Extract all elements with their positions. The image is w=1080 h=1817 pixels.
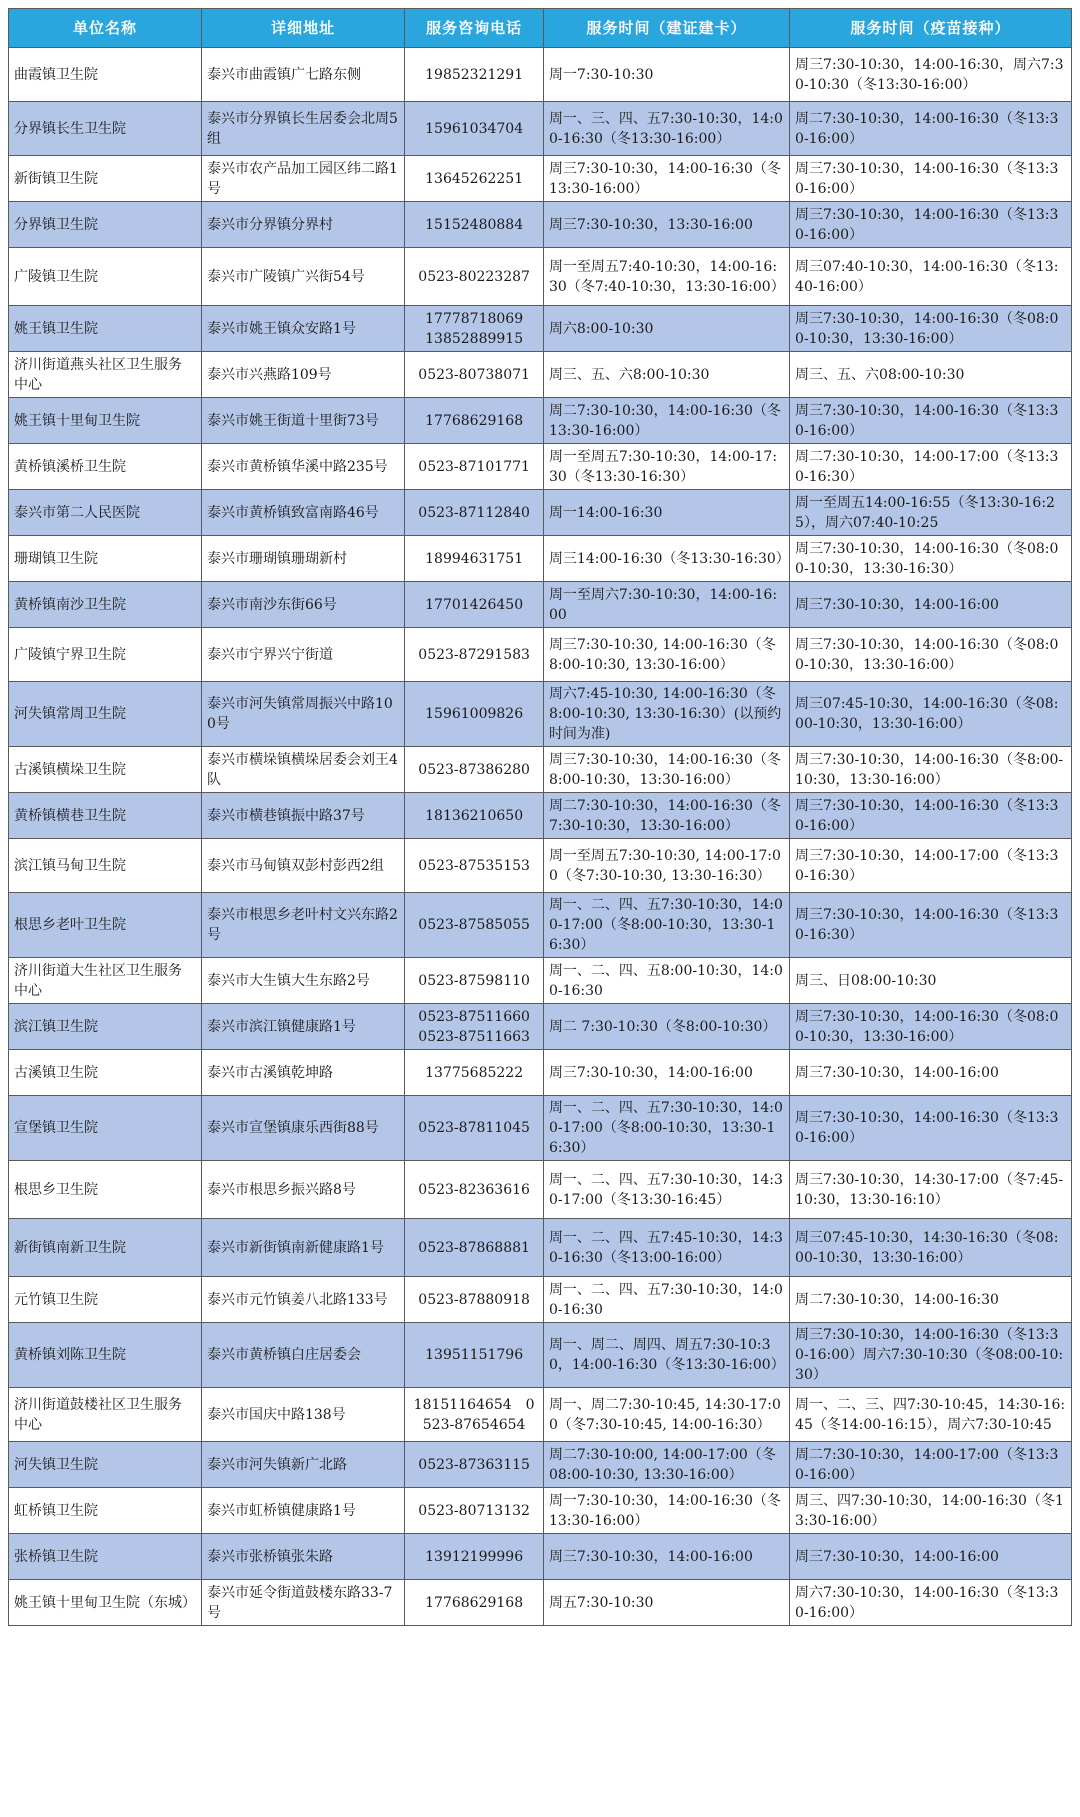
cell-card-time: 周一至周五7:40-10:30，14:00-16:30（冬7:40-10:30，13:30-16:00） [543, 248, 789, 306]
cell-card-time: 周三7:30-10:30，14:00-16:00 [543, 1050, 789, 1096]
cell-unit-name: 根思乡卫生院 [9, 1161, 202, 1219]
table-row [9, 839, 1072, 893]
cell-address: 泰兴市河失镇新广北路 [201, 1442, 404, 1488]
cell-card-time: 周一7:30-10:30 [543, 48, 789, 102]
cell-card-time: 周一、三、四、五7:30-10:30，14:00-16:30（冬13:30-16:00） [543, 102, 789, 156]
cell-vaccine-time: 周三7:30-10:30，14:00-16:30（冬08:00-10:30，13:30-16:00） [790, 1004, 1072, 1050]
cell-vaccine-time: 周三、四7:30-10:30，14:00-16:30（冬13:30-16:00） [790, 1488, 1072, 1534]
phone-number: 15961009826 [425, 706, 524, 722]
cell-card-time: 周一至周五7:30-10:30, 14:00-17:00（冬7:30-10:30, 13:30-16:30） [543, 839, 789, 893]
cell-address: 泰兴市横垛镇横垛居委会刘王4队 [201, 747, 404, 793]
phone-number: 17768629168 [425, 1594, 524, 1611]
cell-unit-name: 滨江镇马甸卫生院 [9, 839, 202, 893]
table-row [9, 398, 1072, 444]
cell-card-time: 周三7:30-10:30，14:00-16:00 [543, 1534, 789, 1580]
header-unit-name: 单位名称 [9, 9, 202, 48]
phone-number: 0523-87291583 [418, 646, 530, 663]
table-row [9, 1277, 1072, 1323]
cell-card-time: 周一至周六7:30-10:30，14:00-16:00 [543, 582, 789, 628]
phone-number: 0523-87386280 [418, 761, 530, 778]
cell-unit-name: 分界镇卫生院 [9, 202, 202, 248]
table-row [9, 1488, 1072, 1534]
phone-number: 0523-87811045 [418, 1120, 530, 1136]
table-row [9, 1219, 1072, 1277]
cell-unit-name: 根思乡老叶卫生院 [9, 893, 202, 958]
cell-vaccine-time: 周三7:30-10:30，14:00-16:30，周六7:30-10:30（冬13:30-16:00） [790, 48, 1072, 102]
cell-address: 泰兴市延令街道鼓楼东路33-7号 [201, 1580, 404, 1626]
cell-phone [405, 1161, 544, 1219]
table-row [9, 628, 1072, 682]
cell-vaccine-time: 周三7:30-10:30，14:00-16:30（冬13:30-16:00） [790, 156, 1072, 202]
cell-vaccine-time: 周三07:45-10:30，14:30-16:30（冬08:00-10:30，13:30-16:00） [790, 1219, 1072, 1277]
cell-unit-name: 张桥镇卫生院 [9, 1534, 202, 1580]
cell-vaccine-time: 周三7:30-10:30，14:00-16:30（冬13:30-16:00） [790, 793, 1072, 839]
cell-unit-name: 姚王镇十里甸卫生院 [9, 398, 202, 444]
cell-unit-name: 河失镇卫生院 [9, 1442, 202, 1488]
phone-number: 15152480884 [425, 216, 524, 233]
cell-phone [405, 893, 544, 958]
phone-number: 0523-87880918 [418, 1291, 530, 1308]
cell-phone [405, 1277, 544, 1323]
cell-address: 泰兴市分界镇分界村 [201, 202, 404, 248]
table-row [9, 793, 1072, 839]
cell-address: 泰兴市根思乡振兴路8号 [201, 1161, 404, 1219]
cell-vaccine-time: 周一、二、三、四7:30-10:45，14:30-16:45（冬14:00-16:15），周六7:30-10:45 [790, 1388, 1072, 1442]
cell-phone [405, 1488, 544, 1534]
table-row [9, 1442, 1072, 1488]
cell-unit-name: 古溪镇横垛卫生院 [9, 747, 202, 793]
cell-vaccine-time: 周三7:30-10:30，14:00-16:30（冬13:30-16:30） [790, 893, 1072, 958]
table-row [9, 352, 1072, 398]
cell-address: 泰兴市张桥镇张朱路 [201, 1534, 404, 1580]
table-row [9, 582, 1072, 628]
table-row [9, 48, 1072, 102]
cell-card-time: 周一、二、四、五7:30-10:30，14:30-17:00（冬13:30-16:45） [543, 1161, 789, 1219]
cell-address: 泰兴市横巷镇振中路37号 [201, 793, 404, 839]
cell-card-time: 周二 7:30-10:30（冬8:00-10:30） [543, 1004, 789, 1050]
cell-vaccine-time: 周二7:30-10:30，14:00-17:00（冬13:30-16:00） [790, 1442, 1072, 1488]
cell-address: 泰兴市兴燕路109号 [201, 352, 404, 398]
cell-card-time: 周三7:30-10:30，13:30-16:00 [543, 202, 789, 248]
cell-card-time: 周三14:00-16:30（冬13:30-16:30） [543, 536, 789, 582]
cell-card-time: 周一、二、四、五7:45-10:30，14:30-16:30（冬13:00-16:00） [543, 1219, 789, 1277]
cell-phone [405, 48, 544, 102]
cell-phone [405, 306, 544, 352]
cell-phone [405, 1050, 544, 1096]
phone-number: 0523-82363616 [418, 1181, 530, 1198]
phone-number: 19852321291 [425, 66, 524, 83]
cell-phone [405, 1096, 544, 1161]
phone-number: 13775685222 [425, 1064, 524, 1081]
cell-phone [405, 1580, 544, 1626]
cell-phone [405, 1004, 544, 1050]
table-row [9, 1534, 1072, 1580]
cell-address: 泰兴市姚王镇众安路1号 [201, 306, 404, 352]
table-row [9, 536, 1072, 582]
cell-unit-name: 曲霞镇卫生院 [9, 48, 202, 102]
cell-unit-name: 新街镇南新卫生院 [9, 1219, 202, 1277]
table-row [9, 1323, 1072, 1388]
cell-unit-name: 古溪镇卫生院 [9, 1050, 202, 1096]
cell-phone [405, 444, 544, 490]
header-phone: 服务咨询电话 [405, 9, 544, 48]
cell-unit-name: 珊瑚镇卫生院 [9, 536, 202, 582]
phone-number: 0523-87112840 [418, 504, 530, 521]
cell-unit-name: 滨江镇卫生院 [9, 1004, 202, 1050]
cell-phone [405, 793, 544, 839]
table-row [9, 202, 1072, 248]
phone-number: 0523-87868881 [418, 1239, 530, 1256]
cell-phone [405, 1442, 544, 1488]
cell-phone [405, 398, 544, 444]
cell-unit-name: 姚王镇十里甸卫生院（东城） [9, 1580, 202, 1626]
cell-unit-name: 虹桥镇卫生院 [9, 1488, 202, 1534]
cell-unit-name: 广陵镇卫生院 [9, 248, 202, 306]
cell-vaccine-time: 周三7:30-10:30，14:00-16:30（冬13:30-16:00） [790, 398, 1072, 444]
cell-address: 泰兴市黄桥镇白庄居委会 [201, 1323, 404, 1388]
clinic-service-table [8, 8, 1072, 1626]
table-row [9, 893, 1072, 958]
cell-address: 泰兴市根思乡老叶村文兴东路2号 [201, 893, 404, 958]
cell-unit-name: 新街镇卫生院 [9, 156, 202, 202]
cell-phone [405, 582, 544, 628]
cell-phone [405, 202, 544, 248]
table-header-row [9, 9, 1072, 48]
cell-vaccine-time: 周三7:30-10:30，14:00-16:30（冬8:00-10:30，13:30-16:00） [790, 747, 1072, 793]
phone-number: 13645262251 [425, 170, 524, 187]
cell-address: 泰兴市虹桥镇健康路1号 [201, 1488, 404, 1534]
cell-unit-name: 元竹镇卫生院 [9, 1277, 202, 1323]
cell-vaccine-time: 周三7:30-10:30，14:00-16:30（冬13:30-16:00）周六7:30-10:30（冬08:00-10:30） [790, 1323, 1072, 1388]
cell-vaccine-time: 周三7:30-10:30，14:00-16:30（冬13:30-16:00） [790, 202, 1072, 248]
cell-vaccine-time: 周三7:30-10:30，14:00-16:00 [790, 582, 1072, 628]
cell-unit-name: 黄桥镇横巷卫生院 [9, 793, 202, 839]
table-row [9, 958, 1072, 1004]
phone-number: 17768629168 [425, 412, 524, 429]
cell-unit-name: 泰兴市第二人民医院 [9, 490, 202, 536]
header-card-time: 服务时间（建证建卡） [543, 9, 789, 48]
phone-number: 15961034704 [425, 120, 524, 137]
phone-number: 0523-87585055 [418, 917, 530, 933]
cell-address: 泰兴市农产品加工园区纬二路1号 [201, 156, 404, 202]
phone-number: 0523-80738071 [418, 366, 530, 383]
cell-unit-name: 广陵镇宁界卫生院 [9, 628, 202, 682]
cell-card-time: 周一、周二7:30-10:45, 14:30-17:00（冬7:30-10:45, 14:00-16:30） [543, 1388, 789, 1442]
phone-number: 13852889915 [425, 330, 524, 347]
phone-number: 0523-87511663 [418, 1028, 530, 1045]
table-row [9, 102, 1072, 156]
cell-address: 泰兴市姚王街道十里街73号 [201, 398, 404, 444]
cell-card-time: 周三、五、六8:00-10:30 [543, 352, 789, 398]
cell-vaccine-time: 周三7:30-10:30，14:00-16:30（冬08:00-10:30，13:30-16:30） [790, 536, 1072, 582]
cell-unit-name: 宣堡镇卫生院 [9, 1096, 202, 1161]
cell-address: 泰兴市河失镇常周振兴中路100号 [201, 682, 404, 747]
cell-address: 泰兴市滨江镇健康路1号 [201, 1004, 404, 1050]
cell-unit-name: 黄桥镇溪桥卫生院 [9, 444, 202, 490]
header-address: 详细地址 [201, 9, 404, 48]
cell-address: 泰兴市古溪镇乾坤路 [201, 1050, 404, 1096]
cell-address: 泰兴市元竹镇姜八北路133号 [201, 1277, 404, 1323]
cell-vaccine-time: 周三7:30-10:30，14:00-16:00 [790, 1534, 1072, 1580]
cell-card-time: 周六7:45-10:30, 14:00-16:30（冬8:00-10:30, 13:30-16:30）(以预约时间为准) [543, 682, 789, 747]
cell-vaccine-time: 周一至周五14:00-16:55（冬13:30-16:25），周六07:40-10:25 [790, 490, 1072, 536]
cell-card-time: 周三7:30-10:30, 14:00-16:30（冬8:00-10:30, 13:30-16:00） [543, 628, 789, 682]
cell-vaccine-time: 周三7:30-10:30，14:00-16:30（冬08:00-10:30，13:30-16:00） [790, 306, 1072, 352]
table-row [9, 156, 1072, 202]
cell-address: 泰兴市宁界兴宁街道 [201, 628, 404, 682]
cell-vaccine-time: 周六7:30-10:30，14:00-16:30（冬13:30-16:00） [790, 1580, 1072, 1626]
phone-number: 0523-87511660 [418, 1008, 530, 1025]
table-row [9, 1050, 1072, 1096]
cell-address: 泰兴市黄桥镇华溪中路235号 [201, 444, 404, 490]
cell-unit-name: 济川街道燕头社区卫生服务中心 [9, 352, 202, 398]
phone-number: 13951151796 [425, 1347, 524, 1363]
table-row [9, 682, 1072, 747]
cell-vaccine-time: 周三、五、六08:00-10:30 [790, 352, 1072, 398]
cell-card-time: 周一、二、四、五7:30-10:30，14:00-17:00（冬8:00-10:30，13:30-16:30） [543, 1096, 789, 1161]
cell-vaccine-time: 周三、日08:00-10:30 [790, 958, 1072, 1004]
cell-address: 泰兴市黄桥镇致富南路46号 [201, 490, 404, 536]
cell-vaccine-time: 周三07:45-10:30，14:00-16:30（冬08:00-10:30，13:30-16:00） [790, 682, 1072, 747]
cell-phone [405, 1388, 544, 1442]
cell-card-time: 周一、周二、周四、周五7:30-10:30，14:00-16:30（冬13:30-16:00） [543, 1323, 789, 1388]
phone-number: 18151164654 0523-87654654 [413, 1396, 535, 1433]
cell-phone [405, 839, 544, 893]
cell-address: 泰兴市国庆中路138号 [201, 1388, 404, 1442]
cell-card-time: 周一7:30-10:30，14:00-16:30（冬13:30-16:00） [543, 1488, 789, 1534]
cell-phone [405, 1219, 544, 1277]
cell-phone [405, 536, 544, 582]
phone-number: 17778718069 [425, 310, 524, 327]
cell-address: 泰兴市马甸镇双彭村彭西2组 [201, 839, 404, 893]
cell-unit-name: 黄桥镇刘陈卫生院 [9, 1323, 202, 1388]
cell-phone [405, 628, 544, 682]
cell-vaccine-time: 周二7:30-10:30，14:00-16:30 [790, 1277, 1072, 1323]
cell-address: 泰兴市曲霞镇广七路东侧 [201, 48, 404, 102]
phone-number: 0523-87363115 [418, 1456, 530, 1473]
table-row [9, 1388, 1072, 1442]
cell-phone [405, 248, 544, 306]
cell-card-time: 周三7:30-10:30，14:00-16:30（冬13:30-16:00） [543, 156, 789, 202]
cell-card-time: 周一至周五7:30-10:30，14:00-17:30（冬13:30-16:30） [543, 444, 789, 490]
cell-card-time: 周二7:30-10:30，14:00-16:30（冬7:30-10:30，13:30-16:00） [543, 793, 789, 839]
cell-address: 泰兴市分界镇长生居委会北周5组 [201, 102, 404, 156]
phone-number: 17701426450 [425, 596, 524, 613]
phone-number: 0523-80713132 [418, 1502, 530, 1519]
cell-unit-name: 河失镇常周卫生院 [9, 682, 202, 747]
cell-card-time: 周六8:00-10:30 [543, 306, 789, 352]
cell-phone [405, 682, 544, 747]
cell-phone [405, 1323, 544, 1388]
table-row [9, 490, 1072, 536]
cell-card-time: 周五7:30-10:30 [543, 1580, 789, 1626]
table-row [9, 1580, 1072, 1626]
cell-address: 泰兴市新街镇南新健康路1号 [201, 1219, 404, 1277]
header-vaccine-time: 服务时间（疫苗接种） [790, 9, 1072, 48]
cell-unit-name: 姚王镇卫生院 [9, 306, 202, 352]
phone-number: 18136210650 [425, 807, 524, 824]
phone-number: 0523-87598110 [418, 972, 530, 989]
cell-address: 泰兴市南沙东街66号 [201, 582, 404, 628]
table-row [9, 1096, 1072, 1161]
cell-phone [405, 747, 544, 793]
cell-address: 泰兴市珊瑚镇珊瑚新村 [201, 536, 404, 582]
table-row [9, 444, 1072, 490]
cell-address: 泰兴市大生镇大生东路2号 [201, 958, 404, 1004]
cell-unit-name: 济川街道鼓楼社区卫生服务中心 [9, 1388, 202, 1442]
cell-card-time: 周三7:30-10:30，14:00-16:30（冬8:00-10:30，13:30-16:00） [543, 747, 789, 793]
cell-vaccine-time: 周二7:30-10:30，14:00-16:30（冬13:30-16:00） [790, 102, 1072, 156]
cell-vaccine-time: 周三07:40-10:30，14:00-16:30（冬13:40-16:00） [790, 248, 1072, 306]
cell-card-time: 周二7:30-10:00, 14:00-17:00（冬08:00-10:30, 13:30-16:00） [543, 1442, 789, 1488]
table-row [9, 306, 1072, 352]
cell-phone [405, 1534, 544, 1580]
table-body [9, 48, 1072, 1626]
cell-card-time: 周一、二、四、五7:30-10:30，14:00-16:30 [543, 1277, 789, 1323]
cell-address: 泰兴市宣堡镇康乐西街88号 [201, 1096, 404, 1161]
phone-number: 13912199996 [425, 1548, 524, 1565]
cell-vaccine-time: 周三7:30-10:30，14:30-17:00（冬7:45-10:30，13:30-16:10） [790, 1161, 1072, 1219]
table-row [9, 747, 1072, 793]
table-row [9, 248, 1072, 306]
cell-card-time: 周一、二、四、五7:30-10:30，14:00-17:00（冬8:00-10:30，13:30-16:30） [543, 893, 789, 958]
phone-number: 0523-87101771 [418, 458, 530, 475]
cell-phone [405, 102, 544, 156]
cell-phone [405, 490, 544, 536]
cell-unit-name: 黄桥镇南沙卫生院 [9, 582, 202, 628]
cell-vaccine-time: 周三7:30-10:30，14:00-16:00 [790, 1050, 1072, 1096]
cell-vaccine-time: 周二7:30-10:30，14:00-17:00（冬13:30-16:30） [790, 444, 1072, 490]
phone-number: 0523-87535153 [418, 857, 530, 874]
cell-vaccine-time: 周三7:30-10:30，14:00-16:30（冬13:30-16:00） [790, 1096, 1072, 1161]
table-row [9, 1161, 1072, 1219]
cell-unit-name: 济川街道大生社区卫生服务中心 [9, 958, 202, 1004]
cell-card-time: 周一14:00-16:30 [543, 490, 789, 536]
cell-phone [405, 352, 544, 398]
cell-unit-name: 分界镇长生卫生院 [9, 102, 202, 156]
cell-vaccine-time: 周三7:30-10:30，14:00-17:00（冬13:30-16:30） [790, 839, 1072, 893]
table-row [9, 1004, 1072, 1050]
cell-card-time: 周二7:30-10:30，14:00-16:30（冬13:30-16:00） [543, 398, 789, 444]
phone-number: 0523-80223287 [418, 268, 530, 285]
phone-number: 18994631751 [425, 550, 524, 567]
cell-vaccine-time: 周三7:30-10:30，14:00-16:30（冬08:00-10:30，13:30-16:00） [790, 628, 1072, 682]
cell-phone [405, 156, 544, 202]
cell-phone [405, 958, 544, 1004]
cell-card-time: 周一、二、四、五8:00-10:30，14:00-16:30 [543, 958, 789, 1004]
cell-address: 泰兴市广陵镇广兴街54号 [201, 248, 404, 306]
